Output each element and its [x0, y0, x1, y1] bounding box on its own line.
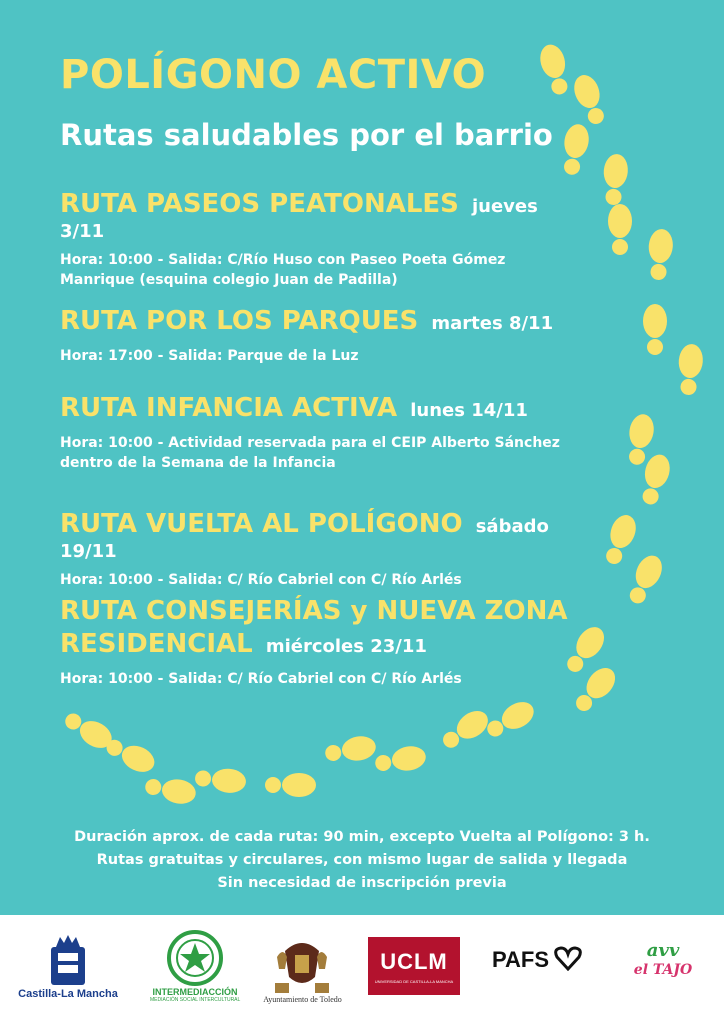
footprint-icon	[624, 551, 667, 607]
route-detail-line: Hora: 17:00 - Salida: Parque de la Luz	[60, 348, 359, 364]
footprint-icon	[143, 774, 197, 806]
castilla-la-mancha-emblem-icon	[18, 933, 118, 988]
route-paseos-peatonales	[60, 188, 580, 290]
footer-line: Sin necesidad de inscripción previa	[217, 875, 507, 891]
route-detail-line: Hora: 10:00 - Salida: C/ Río Cabriel con C/ Río Arlés	[60, 671, 462, 687]
intermediaccion-label: INTERMEDIACCIÓN	[152, 987, 238, 997]
footprint-icon	[265, 773, 316, 797]
toledo-label: Ayuntamiento de Toledo	[263, 995, 342, 1004]
route-details	[60, 433, 580, 473]
route-vuelta-al-poligono	[60, 508, 580, 590]
footprint-icon	[570, 71, 610, 127]
footer-line: Rutas gratuitas y circulares, con mismo lugar de salida y llegada	[96, 852, 628, 868]
intermediaccion-star-icon	[150, 929, 240, 987]
route-detail-line: Manrique (esquina colegio Juan de Padilla)	[60, 272, 398, 288]
pafs-label: PAFS	[492, 947, 550, 972]
avv-label: avv	[646, 940, 680, 961]
footprint-icon	[676, 343, 704, 396]
footprint-icon	[600, 511, 640, 567]
footprint-icon	[194, 766, 247, 794]
route-name: RUTA VUELTA AL POLÍGONO	[60, 509, 463, 539]
route-infancia-activa	[60, 392, 580, 473]
route-por-los-parques	[60, 305, 580, 366]
pafs-logo	[492, 945, 592, 990]
route-details	[60, 669, 620, 689]
footprint-icon	[601, 153, 629, 206]
route-name: RESIDENCIAL	[60, 629, 253, 659]
route-consejerias	[60, 595, 620, 689]
ayuntamiento-toledo-logo	[255, 933, 350, 1018]
avv-el-tajo-logo	[618, 941, 708, 1001]
toledo-coat-of-arms-icon	[255, 933, 350, 995]
route-name: RUTA INFANCIA ACTIVA	[60, 393, 398, 423]
uclm-logo	[368, 937, 460, 995]
footprint-icon	[643, 304, 667, 355]
route-detail-line: Hora: 10:00 - Salida: C/ Río Cabriel con C/ Río Arlés	[60, 572, 462, 588]
route-name: RUTA PASEOS PEATONALES	[60, 189, 459, 219]
route-detail-line: dentro de la Semana de la Infancia	[60, 455, 336, 471]
route-date: miércoles 23/11	[265, 636, 427, 657]
route-date: jueves 3/11	[60, 196, 538, 242]
route-details	[60, 570, 580, 590]
route-name: RUTA POR LOS PARQUES	[60, 306, 419, 336]
footprint-icon	[323, 734, 377, 766]
route-date: martes 8/11	[431, 313, 554, 334]
uclm-sublabel: UNIVERSIDAD DE CASTILLA-LA MANCHA	[374, 979, 454, 984]
footprint-icon	[537, 42, 573, 97]
sponsor-logo-bar	[0, 915, 724, 1024]
el-tajo-label: el TAJO	[633, 962, 693, 978]
uclm-label: UCLM	[380, 949, 448, 974]
footprint-icon	[608, 204, 632, 255]
footer-info	[0, 826, 724, 895]
footprint-icon	[373, 744, 427, 776]
route-detail-line: Hora: 10:00 - Actividad reservada para el CEIP Alberto Sánchez	[60, 435, 560, 451]
intermediaccion-sublabel: MEDIACIÓN SOCIAL INTERCULTURAL	[150, 997, 241, 1003]
route-name: RUTA CONSEJERÍAS y NUEVA ZONA	[60, 596, 568, 626]
route-date: sábado 19/11	[60, 516, 549, 562]
castilla-la-mancha-label: Castilla-La Mancha	[18, 988, 118, 1000]
route-details	[60, 346, 580, 366]
route-details	[60, 250, 580, 290]
footprint-icon	[646, 228, 674, 281]
footer-line: Duración aprox. de cada ruta: 90 min, excepto Vuelta al Polígono: 3 h.	[74, 829, 650, 845]
route-date: lunes 14/11	[410, 400, 528, 421]
footprint-icon	[482, 697, 538, 743]
footprint-icon	[438, 705, 494, 754]
castilla-la-mancha-logo	[18, 933, 118, 1013]
main-title: POLÍGONO ACTIVO	[60, 52, 487, 98]
route-detail-line: Hora: 10:00 - Salida: C/Río Huso con Paseo Poeta Gómez	[60, 252, 506, 268]
footprint-icon	[559, 122, 591, 176]
heart-icon	[553, 945, 583, 971]
subtitle: Rutas saludables por el barrio	[60, 118, 553, 152]
intermediaccion-logo	[150, 929, 240, 1014]
